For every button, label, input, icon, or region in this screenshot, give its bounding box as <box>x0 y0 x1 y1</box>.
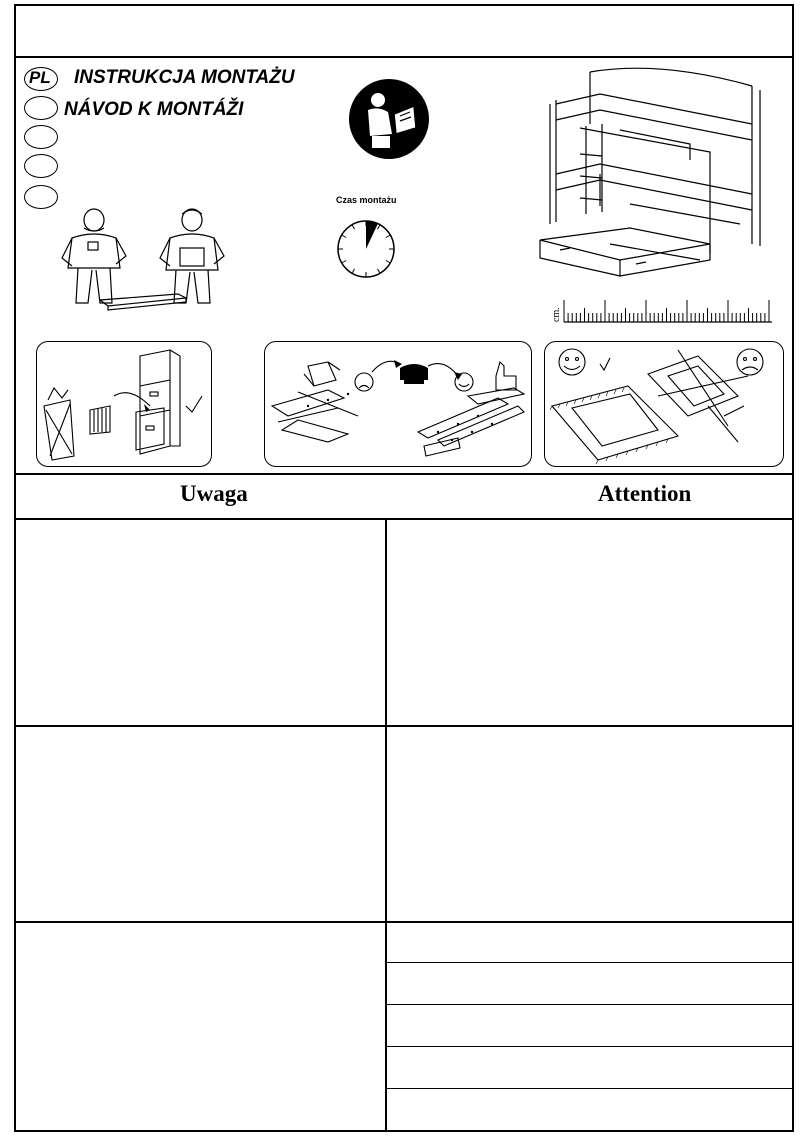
headings-bottom-divider <box>14 518 794 520</box>
clock-icon <box>336 219 396 279</box>
panels-bottom-divider <box>14 473 794 475</box>
bunk-bed-illustration <box>540 64 770 286</box>
lang-code-1: PL <box>29 68 51 87</box>
assembly-time-label: Czas montażu <box>336 195 397 205</box>
column-divider <box>385 519 387 1132</box>
ruler-unit-label: cm. <box>551 307 562 322</box>
read-instructions-icon <box>348 78 430 160</box>
heading-attention: Attention <box>598 481 692 506</box>
title-cz: NÁVOD K MONTÁŽI <box>64 99 244 120</box>
missing-parts-illustration <box>268 346 530 464</box>
header-divider <box>14 56 794 58</box>
heading-uwaga: Uwaga <box>180 481 248 506</box>
work-surface-illustration <box>548 346 782 464</box>
two-workers-illustration <box>58 208 238 310</box>
title-pl: INSTRUKCJA MONTAŻU <box>74 67 295 88</box>
right-cell-line-4 <box>386 1088 794 1089</box>
ruler-icon <box>564 300 774 326</box>
right-cell-line-1 <box>386 962 794 963</box>
row-divider-1 <box>14 725 794 727</box>
right-cell-line-3 <box>386 1046 794 1047</box>
lang-oval-3 <box>24 125 58 149</box>
right-cell-line-2 <box>386 1004 794 1005</box>
row-divider-2 <box>14 921 794 923</box>
lang-oval-4 <box>24 154 58 178</box>
storage-tip-illustration <box>40 346 210 464</box>
lang-oval-2 <box>24 96 58 120</box>
lang-oval-5 <box>24 185 58 209</box>
